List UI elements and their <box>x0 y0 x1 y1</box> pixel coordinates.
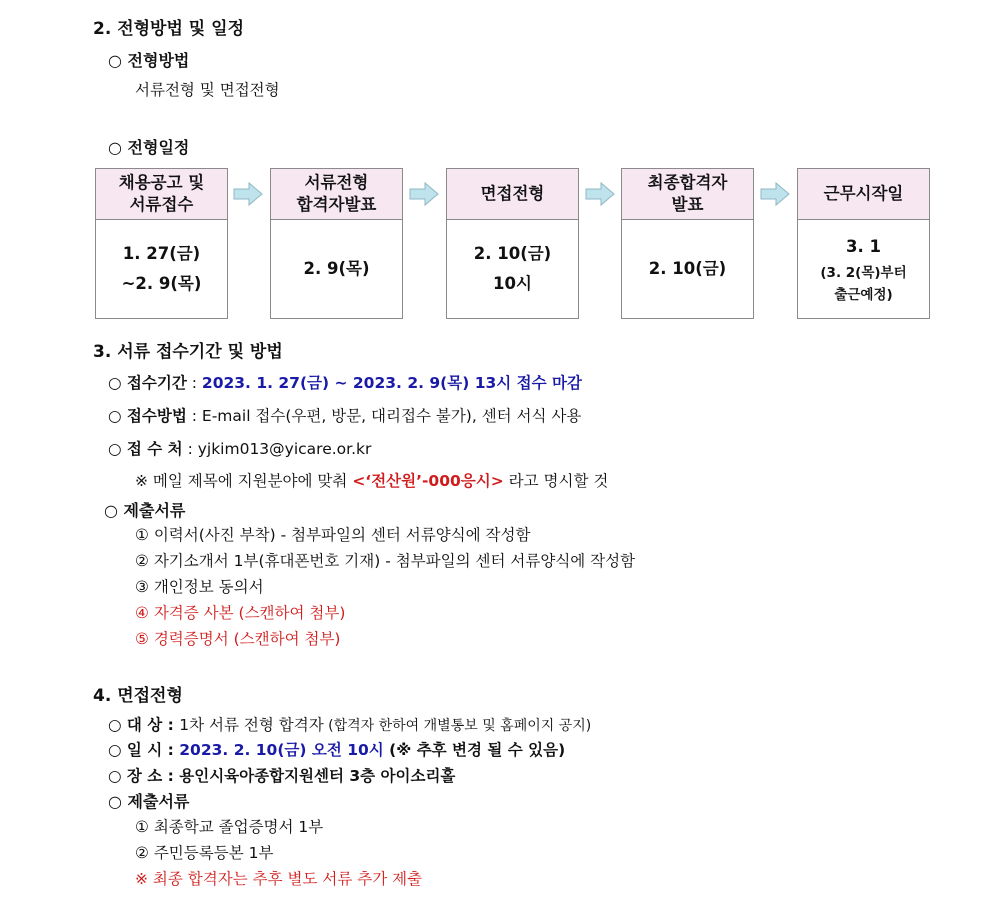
section2-title: 2. 전형방법 및 일정 <box>93 19 244 39</box>
interview-docs-note: ※ 최종 합격자는 추후 별도 서류 추가 제출 <box>135 870 423 888</box>
step-2-head-line1: 서류전형 <box>304 173 369 192</box>
step-5-date: 3. 1 <box>846 236 881 256</box>
submit-method-value: : E-mail 접수(우편, 방문, 대리접수 불가), 센터 서식 사용 <box>186 407 582 425</box>
mail-subject-note <box>135 469 608 491</box>
section4-title: 4. 면접전형 <box>93 686 183 706</box>
schedule-step-3 <box>446 168 579 319</box>
date-note: (※ 추후 변경 될 수 있음) <box>383 741 566 759</box>
step-2-body <box>271 219 402 318</box>
note-prefix: ※ 메일 제목에 지원분야에 맞춰 <box>135 472 353 490</box>
method-text: 서류전형 및 면접전형 <box>135 81 280 99</box>
schedule-step-5 <box>797 168 930 319</box>
step-4-date: 2. 10(금) <box>648 258 727 278</box>
place-label: ○ 장 소 : <box>108 767 180 785</box>
submit-place-row <box>108 437 371 459</box>
interview-docs-heading: ○ 제출서류 <box>108 792 190 811</box>
step-3-body <box>447 219 578 318</box>
step-4-header <box>622 169 753 220</box>
step-1-head-line1: 채용공고 및 <box>118 173 205 192</box>
interview-date-row <box>108 738 565 760</box>
step-2-header <box>271 169 402 220</box>
doc-item: ③ 개인정보 동의서 <box>135 578 264 596</box>
place-value: 용인시육아종합지원센터 3층 아이소리홀 <box>179 767 456 785</box>
method-heading: ○ 전형방법 <box>108 51 190 70</box>
note-suffix: 라고 명시할 것 <box>503 472 609 490</box>
doc-item-red: ⑤ 경력증명서 (스캔하여 첨부) <box>135 630 341 648</box>
arrow-right-icon <box>409 181 439 207</box>
step-4-body <box>622 219 753 318</box>
arrow-right-icon <box>585 181 615 207</box>
section3-title: 3. 서류 접수기간 및 방법 <box>93 342 283 362</box>
target-label: ○ 대 상 : <box>108 716 180 734</box>
step-2-head-line2: 합격자발표 <box>296 195 377 214</box>
step-1-header <box>96 169 227 220</box>
period-sep: : <box>186 374 202 392</box>
doc-item: ② 자기소개서 1부(휴대폰번호 기재) - 첨부파일의 센터 서류양식에 작성함 <box>135 552 636 570</box>
interview-doc-item: ② 주민등록등본 1부 <box>135 844 274 862</box>
doc-item-red: ④ 자격증 사본 (스캔하여 첨부) <box>135 604 346 622</box>
step-1-date: 1. 27(금) <box>122 243 201 263</box>
doc-item: ① 이력서(사진 부착) - 첨부파일의 센터 서류양식에 작성함 <box>135 526 531 544</box>
period-value: 2023. 1. 27(금) ~ 2023. 2. 9(목) 13시 접수 마감 <box>201 374 582 392</box>
step-2-date: 2. 9(목) <box>303 258 370 278</box>
target-note: (합격자 한하여 개별통보 및 홈페이지 공지) <box>323 718 592 734</box>
date-label: ○ 일 시 : <box>108 741 180 759</box>
step-1-date-end: ~2. 9(목) <box>121 273 202 293</box>
note-highlight: <‘전산원’-000응시> <box>352 472 504 490</box>
step-1-head-line2: 서류접수 <box>129 195 194 214</box>
arrow-right-icon <box>760 181 790 207</box>
step-4-head-line2: 발표 <box>671 195 704 214</box>
submit-place-label: ○ 접 수 처 <box>108 440 183 458</box>
date-value: 2023. 2. 10(금) 오전 10시 <box>179 741 384 759</box>
step-3-header <box>447 169 578 220</box>
schedule-step-4 <box>621 168 754 319</box>
schedule-heading: ○ 전형일정 <box>108 138 190 157</box>
period-label: ○ 접수기간 <box>108 374 187 392</box>
schedule-step-1 <box>95 168 228 319</box>
interview-doc-item: ① 최종학교 졸업증명서 1부 <box>135 818 324 836</box>
interview-target-row <box>108 713 591 735</box>
step-5-head-line1: 근무시작일 <box>823 184 904 203</box>
step-5-body <box>798 219 929 318</box>
step-4-head-line1: 최종합격자 <box>647 173 728 192</box>
step-3-time: 10시 <box>493 273 532 293</box>
schedule-step-2 <box>270 168 403 319</box>
step-3-date: 2. 10(금) <box>473 243 552 263</box>
interview-place-row <box>108 764 455 786</box>
period-row <box>108 371 582 393</box>
step-5-header <box>798 169 929 220</box>
step-1-body <box>96 219 227 318</box>
submit-method-label: ○ 접수방법 <box>108 407 187 425</box>
submit-email: : yjkim013@yicare.or.kr <box>182 440 372 458</box>
step-3-head-line1: 면접전형 <box>480 184 545 203</box>
step-5-note-line2: 출근예정) <box>834 286 893 303</box>
target-value: 1차 서류 전형 합격자 <box>179 716 324 734</box>
submit-method-row <box>108 404 581 426</box>
step-5-note-line1: (3. 2(목)부터 <box>820 264 907 281</box>
arrow-right-icon <box>233 181 263 207</box>
docs-heading: ○ 제출서류 <box>104 501 186 520</box>
